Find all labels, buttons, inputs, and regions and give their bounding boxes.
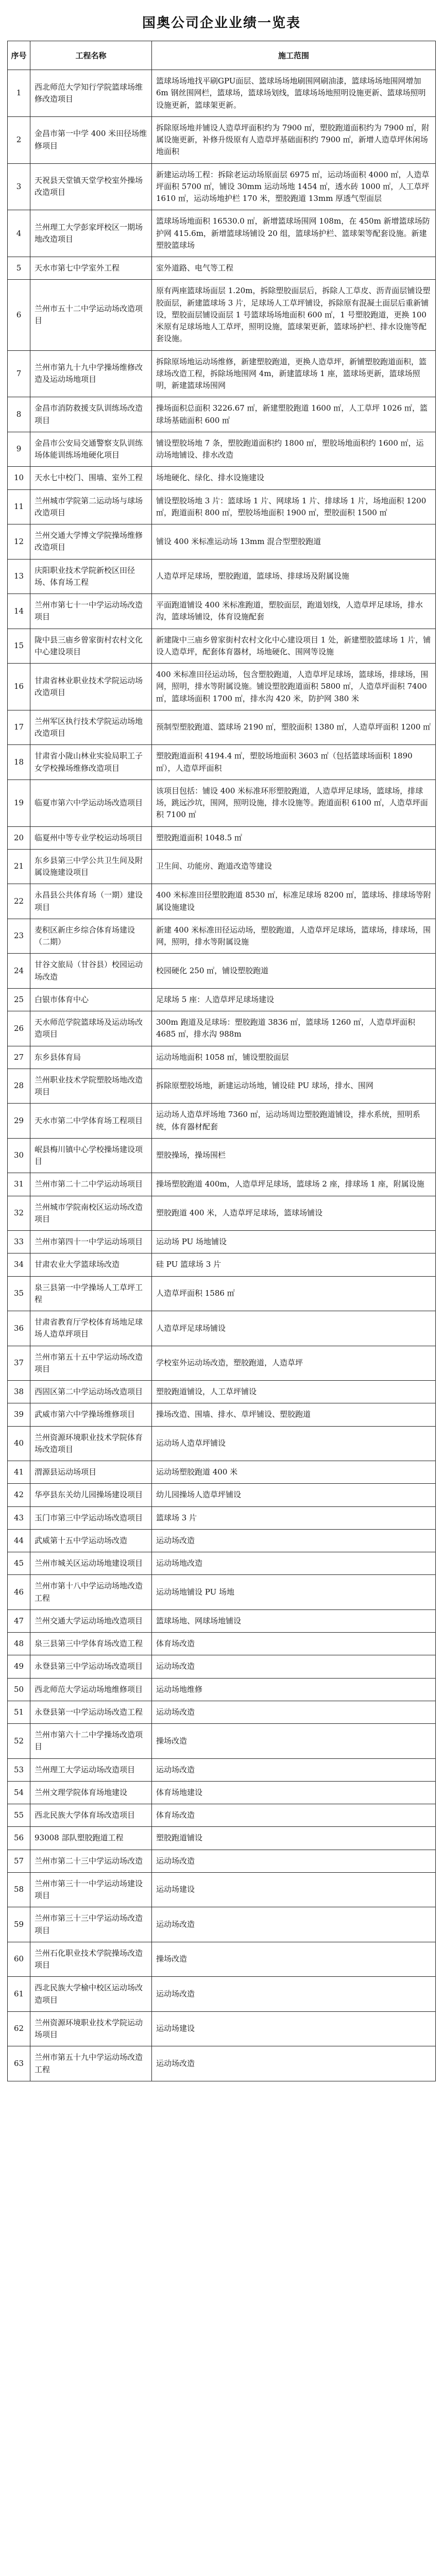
- row-project-name: 兰州文理学院体育场地建设: [30, 1781, 152, 1804]
- row-no: 11: [8, 489, 30, 524]
- row-scope: 拆除原场地并铺设人造草坪面积约为 7900 ㎡，塑胶跑道面积约为 7900 ㎡，附属设施更新，补修升级原有人造草坪基础面积约 7900 ㎡，新增人造草坪休闲场地面积: [152, 116, 436, 163]
- row-project-name: 陇中县三庙乡曾家街村农村文化中心建设项目: [30, 629, 152, 664]
- row-no: 26: [8, 1011, 30, 1046]
- row-no: 24: [8, 954, 30, 989]
- row-no: 58: [8, 1872, 30, 1907]
- table-row: [8, 849, 436, 884]
- row-scope: 运动场建设: [152, 1872, 436, 1907]
- table-row: [8, 988, 436, 1011]
- row-project-name: 天祝县天堂镇天堂学校室外操场改造项目: [30, 163, 152, 210]
- table-row: [8, 826, 436, 849]
- row-scope: 预制型塑胶跑道、篮球场 2190 ㎡，塑胶面积 1380 ㎡，人造草坪面积 1200 ㎡: [152, 710, 436, 745]
- row-scope: 运动场地面积 1058 ㎡，铺设塑胶面层: [152, 1046, 436, 1069]
- row-project-name: 兰州市第七十一中学运动场改造项目: [30, 594, 152, 629]
- row-scope: 场地硬化、绿化、排水设施建设: [152, 467, 436, 489]
- row-no: 56: [8, 1827, 30, 1850]
- table-row: [8, 1529, 436, 1552]
- row-project-name: 93008 部队塑胶跑道工程: [30, 1827, 152, 1850]
- row-project-name: 临夏州中等专业学校运动场项目: [30, 826, 152, 849]
- row-project-name: 甘谷文旅局（甘谷县）校园运动场改造: [30, 954, 152, 989]
- row-scope: 原有两座篮球场面层 1.20m，拆除塑胶面层后，拆除人工草皮、沥青面层铺设塑胶面层，新建篮球场 3 片，足球场人工草坪铺设，拆除原有混凝土面层后重新铺设，塑胶面层铺设面层 1 号篮球场场地面积 600 ㎡，1 号塑胶跑道，更换 100 米原有足球场地人工草坪，照明设施，篮球架更新，篮球场护栏、排水设施等配套设施。: [152, 280, 436, 350]
- row-no: 21: [8, 849, 30, 884]
- row-scope: 运动场 PU 场地铺设: [152, 1231, 436, 1253]
- row-no: 59: [8, 1907, 30, 1942]
- row-no: 32: [8, 1196, 30, 1231]
- row-scope: 新建 400 米标准田径运动场，塑胶跑道，人造草坪足球场，篮球场，排球场，围网，照明，排水等附属设施: [152, 919, 436, 954]
- row-no: 14: [8, 594, 30, 629]
- table-row: [8, 1872, 436, 1907]
- row-no: 16: [8, 664, 30, 710]
- row-scope: 塑胶跑道铺设，人工草坪铺设: [152, 1381, 436, 1403]
- row-project-name: 兰州市第九十九中学操场维修改造及运动场地项目: [30, 350, 152, 397]
- row-scope: 足球场 5 座：人造草坪足球场建设: [152, 988, 436, 1011]
- row-no: 61: [8, 1977, 30, 2012]
- row-project-name: 兰州交通大学运动场地改造项目: [30, 1609, 152, 1632]
- table-row: [8, 1138, 436, 1173]
- table-row: [8, 432, 436, 467]
- row-scope: 运动场改造: [152, 1758, 436, 1781]
- row-scope: 篮球场地、网球场地铺设: [152, 1609, 436, 1632]
- document-title: 国奥公司企业业绩一览表: [142, 15, 301, 31]
- row-project-name: 渭源县运动场项目: [30, 1461, 152, 1484]
- table-row: [8, 350, 436, 397]
- row-no: 9: [8, 432, 30, 467]
- row-scope: 300m 跑道及足球场：塑胶跑道 3836 ㎡，篮球场 1260 ㎡，人造草坪面积 4685 ㎡，排水沟 988m: [152, 1011, 436, 1046]
- table-row: [8, 257, 436, 280]
- row-project-name: 天水市第七中学室外工程: [30, 257, 152, 280]
- row-project-name: 白银市体育中心: [30, 988, 152, 1011]
- row-project-name: 西北民族大学体育场改造项目: [30, 1804, 152, 1827]
- row-scope: 人造草坪足球场，塑胶跑道，篮球场、排球场及附属设施: [152, 559, 436, 594]
- table-row: [8, 467, 436, 489]
- row-no: 44: [8, 1529, 30, 1552]
- table-row: [8, 629, 436, 664]
- table-row: [8, 1575, 436, 1610]
- row-no: 18: [8, 745, 30, 780]
- row-no: 2: [8, 116, 30, 163]
- row-no: 30: [8, 1138, 30, 1173]
- row-no: 48: [8, 1633, 30, 1655]
- row-scope: 运动场改造: [152, 1529, 436, 1552]
- row-scope: 运动场人造草坪场地 7360 ㎡，运动场周边塑胶跑道铺设，排水系统，照明系统，体育器材配套: [152, 1104, 436, 1139]
- table-row: [8, 559, 436, 594]
- row-scope: 运动场塑胶跑道 400 米: [152, 1461, 436, 1484]
- row-project-name: 西北师范大学运动场地维修项目: [30, 1678, 152, 1701]
- header-scope: 施工范围: [152, 41, 436, 70]
- table-row: [8, 1461, 436, 1484]
- table-row: [8, 1346, 436, 1381]
- row-scope: 新建运动场工程：拆除老运动场原面层 6975 ㎡，运动场面积 4000 ㎡，人造草坪面积 5700 ㎡，铺设 30mm 运动场地 1454 ㎡，透水砖 1000 ㎡，人工草坪 1610 ㎡，运动场地护栏 170 米，塑胶跑道 13mm 厚透气型面层: [152, 163, 436, 210]
- row-project-name: 永登县第三中学运动场改造项目: [30, 1655, 152, 1678]
- row-no: 40: [8, 1426, 30, 1461]
- row-scope: 操场塑胶跑道 400m，人造草坪足球场，篮球场 2 座，排球场 1 座，附属设施: [152, 1173, 436, 1196]
- row-no: 8: [8, 397, 30, 432]
- row-no: 34: [8, 1253, 30, 1276]
- row-no: 29: [8, 1104, 30, 1139]
- row-project-name: 天水市第二中学体育场工程项目: [30, 1104, 152, 1139]
- row-project-name: 兰州市五十二中学运动场改造项目: [30, 280, 152, 350]
- row-project-name: 兰州市第二十二中学运动场项目: [30, 1173, 152, 1196]
- row-no: 6: [8, 280, 30, 350]
- table-row: [8, 1907, 436, 1942]
- table-row: [8, 1942, 436, 1977]
- row-scope: 校园硬化 250 ㎡，铺设塑胶跑道: [152, 954, 436, 989]
- row-project-name: 兰州城市学院南校区运动场改造项目: [30, 1196, 152, 1231]
- row-no: 4: [8, 210, 30, 257]
- table-row: [8, 1758, 436, 1781]
- row-project-name: 岷县梅川镇中心学校操场建设项目: [30, 1138, 152, 1173]
- row-no: 35: [8, 1276, 30, 1311]
- row-no: 41: [8, 1461, 30, 1484]
- row-project-name: 泉三县第一中学操场人工草坪工程: [30, 1276, 152, 1311]
- row-project-name: 西固区第二中学运动场改造项目: [30, 1381, 152, 1403]
- row-no: 28: [8, 1069, 30, 1104]
- row-project-name: 金昌市消防救援支队训练场改造项目: [30, 397, 152, 432]
- row-project-name: 泉三县第三中学体育场改造工程: [30, 1633, 152, 1655]
- row-project-name: 兰州市第二十三中学运动场改造: [30, 1850, 152, 1872]
- table-row: [8, 1196, 436, 1231]
- row-no: 20: [8, 826, 30, 849]
- row-project-name: 兰州市第三十一中学运动场建设项目: [30, 1872, 152, 1907]
- row-scope: 体育场改造: [152, 1804, 436, 1827]
- table-row: [8, 954, 436, 989]
- row-scope: 操场改造: [152, 1724, 436, 1759]
- table-row: [8, 1173, 436, 1196]
- row-no: 36: [8, 1311, 30, 1346]
- row-no: 31: [8, 1173, 30, 1196]
- table-row: [8, 1104, 436, 1139]
- row-scope: 塑胶跑道铺设: [152, 1827, 436, 1850]
- row-no: 38: [8, 1381, 30, 1403]
- row-scope: 运动场改造: [152, 2046, 436, 2081]
- row-scope: 操场改造: [152, 1942, 436, 1977]
- row-scope: 幼儿园操场人造草坪铺设: [152, 1484, 436, 1506]
- row-project-name: 华亭县东关幼儿园操场建设项目: [30, 1484, 152, 1506]
- row-scope: 运动场改造: [152, 1977, 436, 2012]
- table-row: [8, 1253, 436, 1276]
- row-scope: 体育场地建设: [152, 1781, 436, 1804]
- row-no: 54: [8, 1781, 30, 1804]
- table-row: [8, 163, 436, 210]
- table-row: [8, 2011, 436, 2046]
- row-no: 1: [8, 70, 30, 117]
- row-no: 39: [8, 1403, 30, 1426]
- table-row: [8, 1655, 436, 1678]
- performance-table: [7, 41, 436, 2081]
- row-project-name: 甘肃省小陇山林业实验局职工子女学校操场维修改造项目: [30, 745, 152, 780]
- row-project-name: 兰州交通大学博文学院操场维修改造项目: [30, 524, 152, 560]
- row-scope: 卫生间、功能房、跑道改造等建设: [152, 849, 436, 884]
- row-scope: 操场面积总面积 3226.67 ㎡，新建塑胶跑道 1600 ㎡，人工草坪 1026 ㎡，篮球场基础面积 600 ㎡: [152, 397, 436, 432]
- row-scope: 新建陇中三庙乡曾家街村农村文化中心建设项目 1 处，新建塑胶篮球场 1 片，铺设人造草坪，配套体育器材，场地硬化、围网等设施: [152, 629, 436, 664]
- row-project-name: 甘肃农业大学篮球场改造: [30, 1253, 152, 1276]
- row-scope: 铺设塑胶场地 3 片：篮球场 1 片、网球场 1 片、排球场 1 片，场地面积 1200 ㎡，跑道面积 800 ㎡，塑胶场地面积 1900 ㎡，塑胶面积 1500 ㎡: [152, 489, 436, 524]
- table-row: [8, 397, 436, 432]
- row-no: 33: [8, 1231, 30, 1253]
- table-row: [8, 210, 436, 257]
- row-scope: 操场改造、围墙、排水、草坪铺设、塑胶跑道: [152, 1403, 436, 1426]
- row-project-name: 武威市第六中学操场维修项目: [30, 1403, 152, 1426]
- row-project-name: 兰州资源环境职业技术学院体育场改造项目: [30, 1426, 152, 1461]
- row-scope: 拆除原塑胶场地，新建运动场地，铺设硅 PU 球场，排水、围网: [152, 1069, 436, 1104]
- row-project-name: 东乡县第三中学公共卫生间及附属设施建设项目: [30, 849, 152, 884]
- row-project-name: 金昌市第一中学 400 米田径场维修项目: [30, 116, 152, 163]
- row-project-name: 庆阳职业技术学院新校区田径场、体育场工程: [30, 559, 152, 594]
- row-project-name: 兰州市城关区运动场地建设项目: [30, 1552, 152, 1575]
- row-project-name: 临夏市第六中学运动场改造项目: [30, 779, 152, 826]
- table-row: [8, 1827, 436, 1850]
- row-no: 52: [8, 1724, 30, 1759]
- table-row: [8, 489, 436, 524]
- row-no: 49: [8, 1655, 30, 1678]
- table-row: [8, 1484, 436, 1506]
- row-scope: 篮球场 3 片: [152, 1506, 436, 1529]
- row-scope: 体育场改造: [152, 1633, 436, 1655]
- row-no: 23: [8, 919, 30, 954]
- table-row: [8, 1011, 436, 1046]
- row-no: 43: [8, 1506, 30, 1529]
- table-row: [8, 524, 436, 560]
- header-no: 序号: [8, 41, 30, 70]
- row-project-name: 永昌县公共体育场（一期）建设项目: [30, 884, 152, 919]
- table-row: [8, 1977, 436, 2012]
- table-row: [8, 710, 436, 745]
- table-row: [8, 1046, 436, 1069]
- row-project-name: 天水七中校门、围墙、室外工程: [30, 467, 152, 489]
- row-scope: 篮球场场地找平刷GPU面层、篮球场场地刷围网刷油漆，篮球场场地围网增加 6m 钢丝围网栏，篮球场，篮球场划线，篮球场场地照明设施更新、篮球场照明设施更新，篮球架更新。: [152, 70, 436, 117]
- row-scope: 铺设塑胶场地 7 条，塑胶跑道面积约 1800 ㎡，塑胶场地面积约 1600 ㎡，运动场地铺设、排水改造: [152, 432, 436, 467]
- table-row: [8, 1426, 436, 1461]
- header-project-name: 工程名称: [30, 41, 152, 70]
- row-project-name: 永登县第一中学运动场改造工程: [30, 1701, 152, 1723]
- row-no: 50: [8, 1678, 30, 1701]
- table-row: [8, 779, 436, 826]
- table-row: [8, 116, 436, 163]
- row-scope: 塑胶操场，操场围栏: [152, 1138, 436, 1173]
- row-no: 3: [8, 163, 30, 210]
- row-scope: 运动场地改造: [152, 1552, 436, 1575]
- table-row: [8, 1311, 436, 1346]
- row-scope: 运动场地铺设 PU 场地: [152, 1575, 436, 1610]
- row-no: 22: [8, 884, 30, 919]
- row-no: 17: [8, 710, 30, 745]
- row-no: 37: [8, 1346, 30, 1381]
- table-row: [8, 594, 436, 629]
- row-project-name: 东乡县体育局: [30, 1046, 152, 1069]
- row-project-name: 麦积区新庄乡综合体育场建设（二期）: [30, 919, 152, 954]
- row-no: 62: [8, 2011, 30, 2046]
- table-row: [8, 1781, 436, 1804]
- row-project-name: 玉门市第三中学运动场改造项目: [30, 1506, 152, 1529]
- row-project-name: 甘肃省教育厅学校体育场地足球场人造草坪项目: [30, 1311, 152, 1346]
- row-project-name: 兰州市第六十二中学操场改造项目: [30, 1724, 152, 1759]
- row-project-name: 兰州理工大学运动场改造项目: [30, 1758, 152, 1781]
- table-row: [8, 1804, 436, 1827]
- row-no: 53: [8, 1758, 30, 1781]
- table-row: [8, 1633, 436, 1655]
- table-row: [8, 70, 436, 117]
- table-row: [8, 1506, 436, 1529]
- row-scope: 运动场地维修: [152, 1678, 436, 1701]
- row-project-name: 兰州市第十八中学运动场地改造工程: [30, 1575, 152, 1610]
- row-scope: 学校室外运动场改造，塑胶跑道，人造草坪: [152, 1346, 436, 1381]
- row-scope: 运动场改造: [152, 1655, 436, 1678]
- row-project-name: 兰州市第五十九中学运动场改造工程: [30, 2046, 152, 2081]
- row-scope: 室外道路、电气等工程: [152, 257, 436, 280]
- row-no: 55: [8, 1804, 30, 1827]
- table-header-row: [8, 41, 436, 70]
- row-scope: 运动场改造: [152, 1907, 436, 1942]
- row-no: 7: [8, 350, 30, 397]
- row-no: 45: [8, 1552, 30, 1575]
- table-row: [8, 1069, 436, 1104]
- row-project-name: 兰州军区执行技术学院运动场地改造项目: [30, 710, 152, 745]
- row-no: 63: [8, 2046, 30, 2081]
- row-project-name: 天水师范学院篮球场及运动场改造项目: [30, 1011, 152, 1046]
- row-project-name: 兰州职业技术学院塑胶场地改造项目: [30, 1069, 152, 1104]
- row-scope: 平面跑道铺设 400 米标准跑道，塑胶面层，跑道划线，人造草坪足球场，排水沟，篮球场铺设，体育设施配套: [152, 594, 436, 629]
- row-no: 25: [8, 988, 30, 1011]
- table-row: [8, 1552, 436, 1575]
- row-project-name: 金昌市公安局交通警察支队训练场体能训练场地硬化项目: [30, 432, 152, 467]
- table-row: [8, 280, 436, 350]
- table-row: [8, 1276, 436, 1311]
- row-scope: 人造草坪足球场铺设: [152, 1311, 436, 1346]
- row-scope: 塑胶跑道 400 米，人造草坪足球场，篮球场铺设: [152, 1196, 436, 1231]
- row-scope: 篮球场场地面积 16530.0 ㎡，新增篮球场围网 108m，在 450m 新增篮球场防护网 415.6m，新增篮球场铺设 20 组，篮球场护栏、篮球架等配套设施。新建塑胶篮球场: [152, 210, 436, 257]
- row-project-name: 兰州石化职业技术学院操场改造项目: [30, 1942, 152, 1977]
- row-no: 42: [8, 1484, 30, 1506]
- table-row: [8, 1403, 436, 1426]
- table-row: [8, 745, 436, 780]
- table-row: [8, 919, 436, 954]
- row-scope: 塑胶跑道面积 4194.4 ㎡，塑胶场地面积 3603 ㎡（包括篮球场面积 1890 ㎡），人造草坪面积: [152, 745, 436, 780]
- row-scope: 人造草坪面积 1586 ㎡: [152, 1276, 436, 1311]
- row-no: 46: [8, 1575, 30, 1610]
- row-no: 15: [8, 629, 30, 664]
- row-scope: 塑胶跑道面积 1048.5 ㎡: [152, 826, 436, 849]
- row-scope: 运动场改造: [152, 1701, 436, 1723]
- row-no: 27: [8, 1046, 30, 1069]
- table-row: [8, 1678, 436, 1701]
- row-scope: 400 米标准田径塑胶跑道 8530 ㎡，标准足球场 8200 ㎡，篮球场、排球场等附属设施建设: [152, 884, 436, 919]
- table-row: [8, 2046, 436, 2081]
- row-no: 60: [8, 1942, 30, 1977]
- table-row: [8, 1609, 436, 1632]
- row-project-name: 兰州理工大学彭家坪校区一期场地改造项目: [30, 210, 152, 257]
- table-row: [8, 884, 436, 919]
- row-no: 47: [8, 1609, 30, 1632]
- table-row: [8, 1850, 436, 1872]
- row-no: 10: [8, 467, 30, 489]
- row-project-name: 武威第十五中学运动场改造: [30, 1529, 152, 1552]
- row-project-name: 西北师范大学知行学院篮球场维修改造项目: [30, 70, 152, 117]
- table-row: [8, 1381, 436, 1403]
- row-scope: 该项目包括：铺设 400 米标准环形塑胶跑道，人造草坪足球场，篮球场，排球场，跳远沙坑，围网，照明设施，排水设施等。跑道面积 6100 ㎡，人造草坪面积 7100 ㎡: [152, 779, 436, 826]
- row-no: 13: [8, 559, 30, 594]
- row-no: 57: [8, 1850, 30, 1872]
- row-no: 51: [8, 1701, 30, 1723]
- row-no: 5: [8, 257, 30, 280]
- row-project-name: 兰州资源环境职业技术学院运动场项目: [30, 2011, 152, 2046]
- row-no: 19: [8, 779, 30, 826]
- row-scope: 运动场建设: [152, 2011, 436, 2046]
- row-project-name: 兰州市第四十一中学运动场项目: [30, 1231, 152, 1253]
- row-no: 12: [8, 524, 30, 560]
- table-row: [8, 1231, 436, 1253]
- row-scope: 拆除原场地运动场维修，新建塑胶跑道，更换人造草坪，新铺塑胶跑道面积，篮球场改造工程，拆除场地围网 4m，新建篮球场 1 座，篮球场更新，篮球场照明，新建篮球场围网: [152, 350, 436, 397]
- row-project-name: 兰州市第三十三中学运动场改造项目: [30, 1907, 152, 1942]
- row-scope: 400 米标准田径运动场，包含塑胶跑道，人造草坪足球场，篮球场，排球场，围网，照明，排水等附属设施。铺设塑胶跑道面积 5800 ㎡，人造草坪面积 7400 ㎡，篮球场面积 1700 ㎡，排水沟 420 米，防护网 380 米: [152, 664, 436, 710]
- row-scope: 运动场人造草坪铺设: [152, 1426, 436, 1461]
- row-project-name: 甘肃省林业职业技术学院运动场改造项目: [30, 664, 152, 710]
- table-row: [8, 664, 436, 710]
- row-project-name: 西北民族大学榆中校区运动场改造项目: [30, 1977, 152, 2012]
- row-scope: 运动场改造: [152, 1850, 436, 1872]
- row-scope: 硅 PU 篮球场 3 片: [152, 1253, 436, 1276]
- row-scope: 铺设 400 米标准运动场 13mm 混合型塑胶跑道: [152, 524, 436, 560]
- table-row: [8, 1724, 436, 1759]
- row-project-name: 兰州城市学院第二运动场与球场改造项目: [30, 489, 152, 524]
- table-row: [8, 1701, 436, 1723]
- row-project-name: 兰州市第五十五中学运动场改造项目: [30, 1346, 152, 1381]
